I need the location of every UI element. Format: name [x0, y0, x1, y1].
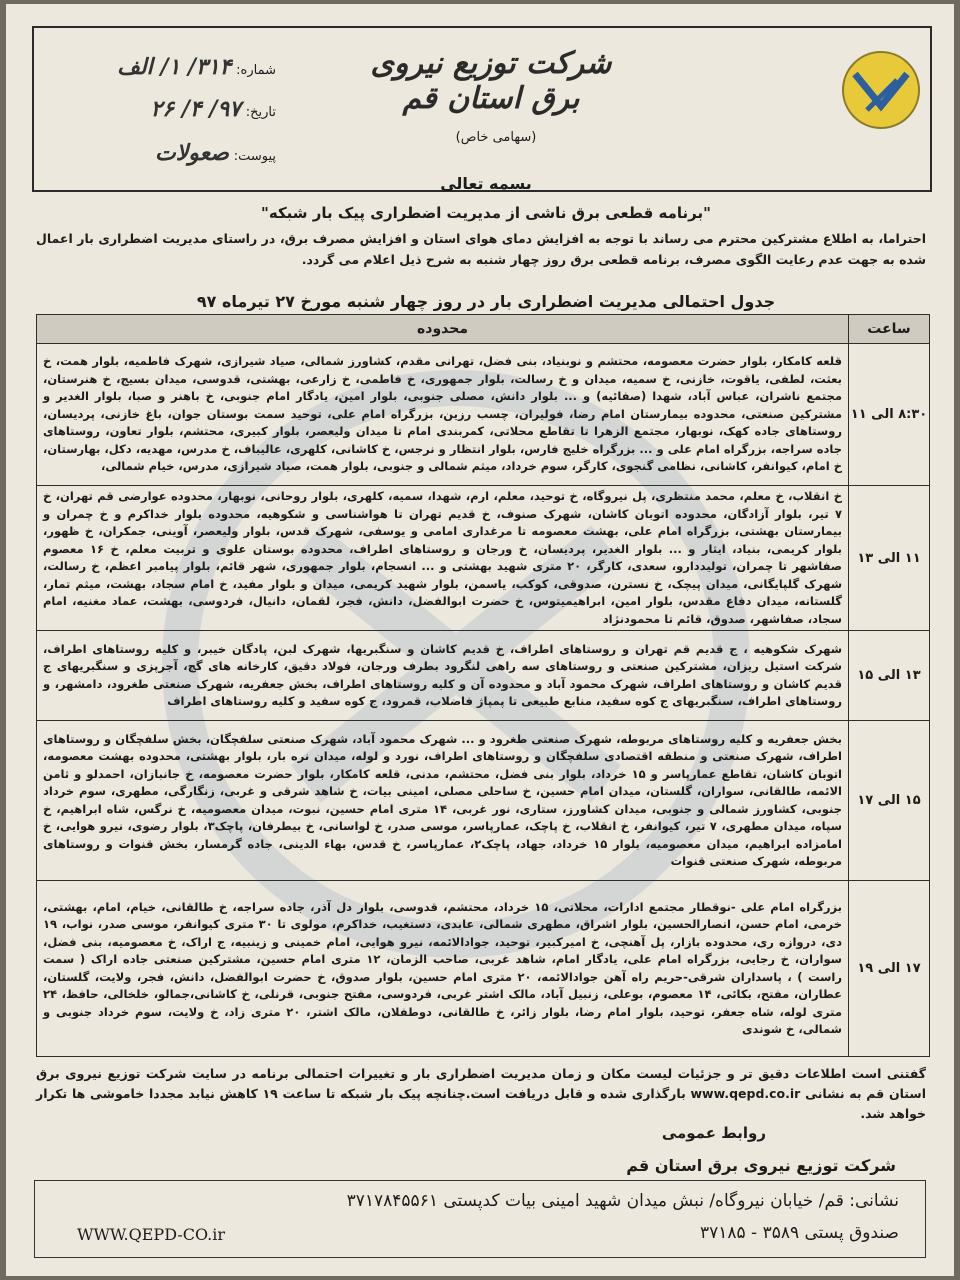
- date-label: تاریخ:: [245, 105, 276, 120]
- website-link[interactable]: WWW.QEPD-CO.ir: [77, 1225, 225, 1244]
- row-time: ۱۳ الی ۱۵: [849, 631, 930, 721]
- row-area: بخش جعفریه و کلیه روستاهای مربوطه، شهرک صنعتی طغرود و ... شهرک محمود آباد، شهرک صنعتی سلفچگان، بخش سلفچگان و روستاهای اطراف، شهرک صنعتی و منطقه اقتصادی سلفچگان و روستاهای اطراف، نورد و لوله، میدان نره بار، بلوار بهشتی، محدوده بهشت معصومه، اتوبان کاشان، تقاطع عمارپاسر و ۱۵ خرداد، بلوار بنی فضل، محتشم، مدنی، قلعه کامکار، بلوار حضرت معصومه، خ جانبازان، احمدلو و ثامن الائمه، طالقانی، سواران، گلستان، میدان امام حسین، خ ساحلی مصلی، امینی بیات، خ شاهد شرقی و غربی، زنگارگی، مطهری، سوم خرداد جنوبی، کشاورز شمالی و جنوبی، میدان کشاورز، ستاری، نور غربی، ۱۴ متری امام حسین، نبوت، میدان معصومیه، خ نرگس، شاه ابراهیم، خ سپاه، میدان مطهری، ۷ تیر، کیوانفر، خ انقلاب، خ پاچک، عمارپاسر، موسی صدر، خ لواسانی، خ بیطرفان، پاچک۳، بلوار رضوی، نیرو هوایی، خ امامزاده ابراهیم، میدان معصومیه، بلوار ۱۵ خرداد، جهاد، پاچک۲، عمارپاسر، خ قدس، بهاء الدینی، جاده گرمسار، بخش قنوات و روستاهای مربوطه، شهرک صنعتی قنوات: [37, 721, 849, 881]
- ref-number: [56, 54, 276, 80]
- table-title: جدول احتمالی مدیریت اضطراری بار در روز چهار شنبه مورخ ۲۷ تیرماه ۹۷: [196, 292, 776, 311]
- ref-attachment: [56, 140, 276, 166]
- outage-schedule-table: [36, 314, 930, 1057]
- date-value: ۹۷/ ۴/ ۲۶: [150, 96, 241, 122]
- po-box-line: صندوق پستی ۳۵۸۹ - ۳۷۱۸۵: [699, 1223, 899, 1243]
- letter-page: [6, 4, 954, 1276]
- number-label: شماره:: [236, 63, 276, 78]
- row-area: شهرک شکوهیه ، ج قدیم قم تهران و روستاهای اطراف، خ قدیم کاشان و سنگبریها، شهرک لبن، پادگان خیبر، و کلیه روستاهای اطراف، شرکت استیل ریزان، مشترکین صنعتی و روستاهای سه راهی لنگرود بطرف ورجان، فولاد دقیق، کارخانه های گچ، آجرپزی و سنگبریهای ج قدیم کاشان و روستاهای اطراف، شهرک محمود آباد و محدوده آن و کلیه روستاهای اطراف، بخش جعفریه، شهرک صنعتی طغرود، دامشهر، و روستاهای اطراف، سنگبریهای ج کوه سفید، منابع طبیعی تا پمپاژ فاضلاب، قمرود، ج کوه سفید و کلیه روستاهای اطراف: [37, 631, 849, 721]
- header-time: ساعت: [849, 315, 930, 344]
- intro-paragraph: احتراما، به اطلاع مشترکین محترم می رساند با توجه به افزایش دمای هوای استان و افزایش مصرف برق، در راستای مدیریت اضطراری بار اعمال شده به جهت عدم رعایت الگوی مصرف، برنامه قطعی برق روز چهار شنبه به شرح ذیل اعلام می گردد.: [36, 231, 926, 267]
- footer-note: گفتنی است اطلاعات دقیق تر و جزئیات لیست مکان و زمان مدیریت اضطراری بار و تغییرات احتمالی برنامه در سایت شرکت توزیع نیروی برق استان قم به نشانی www.qepd.co.ir بارگذاری شده و قابل دریافت است.چنانچه پیک بار شبکه تا ساعت ۱۹ کاهش نیابد مجددا خاموشی ها تکرار خواهد شد.: [36, 1066, 926, 1121]
- row-area: بزرگراه امام علی -نوقطار مجتمع ادارات، محلاتی، ۱۵ خرداد، محتشم، قدوسی، بلوار دل آذر، جاده سراجه، خ طالقانی، خیام، امام، بهشتی، خرمی، امام حسن، انصارالحسین، بلوار اشراق، مطهری شمالی، عابدی، دستغیب، خداکرم، مولوی تا ۳۰ متری کیوانفر، موسی صدر، نواب، ۱۹ دی، دروازه ری، محدوده بازار، پل آهنچی، خ امیرکبیر، توحید، جوادالائمه، نیرو هوایی، امام خمینی و زینبیه، ج اراک، خ معصومیه، بنی فضل، سواران، خ رجایی، بزرگراه امام علی، یادگار امام، شاهد غربی، صاحب الزمان، ۱۲ متری امام حسین، مشترکین صنعتی جاده اراک ( سمت راست ) ، پاسداران شرقی-حریم راه آهن جوادالائمه، ۲۰ متری امام حسین، بلوار صدوق، خ حضرت ابوالفضل، دانش، فجر، ولایت، گلستان، عطاران، مفتح، بکائی، ۱۴ معصوم، بوعلی، زنبیل آباد، مالک اشتر غربی، فردوسی، مفتح جنوبی، قرنلی، خ کاشانی،جمالو، خلخالی، حافظ، ۲۴ متری لوله، شاه جعفر، توحید، بلوار امام رضا، بلوار زائر، خ طالقانی، دوطفلان، مالک اشتر، ۲۰ متری زاد، خ ولایت، سوم خرداد جنوبی و شمالی، خ شوندی: [37, 881, 849, 1057]
- document-title: "برنامه قطعی برق ناشی از مدیریت اضطراری پیک بار شبکه": [261, 204, 711, 222]
- header-area: محدوده: [37, 315, 849, 344]
- public-relations: روابط عمومی: [661, 1124, 766, 1142]
- table-row: [37, 344, 930, 486]
- row-time: ۱۱ الی ۱۳: [849, 486, 930, 631]
- attachment-label: پیوست:: [233, 149, 276, 164]
- table-row: [37, 486, 930, 631]
- row-time: ۸:۳۰ الی ۱۱: [849, 344, 930, 486]
- number-value: ۳۱۴/ ۱/ الف: [117, 54, 232, 80]
- row-time: ۱۵ الی ۱۷: [849, 721, 930, 881]
- table-row: [37, 631, 930, 721]
- signature-company: شرکت توزیع نیروی برق استان قم: [626, 1156, 896, 1175]
- row-area: قلعه کامکار، بلوار حضرت معصومه، محتشم و نوبنیاد، بنی فضل، تهرانی مقدم، کشاورز شمالی، صیاد شیرازی، شهرک فاطمیه، بلوار همت، خ بعثت، لطفی، یاقوت، خازنی، خ سمیه، میدان و خ رسالت، بلوار جمهوری، خ فاطمی، خ زارعی، بهشتی، قدوسی، میدان بسیج، خ هنرستان، مجتمع ناشران، عباس آباد، شهدا (صفائیه) و ... بلوار دانش، مصلی جنوبی، بلوار امین، یادگار امام جنوبی، خ باهنر و صبا، بلوار الغدیر و مشترکین صنعتی، محدوده بیمارستان امام رضا، فولیران، چسب رزین، بزرگراه امام علی، توحید سمت بوستان جوان، باغ خازنی، پردیسان، روستاهای جاده کهک، نوبهار، مجتمع الزهرا تا تقاطع محلاتی، کمربندی امام تا میدان ولیعصر، بلوار کبیری، محتشم، بلوار تعاون، روستاهای جاده سراجه، بزرگراه امام علی و ... بزرگراه خلیج فارس، بلوار انتظار و نرجس، خ کاشانی، کلهری، عالیباف، خ مدرس، مهدیه، دکل، بهارستان، خ امام، کیوانفر، کاشانی، نظامی گنجوی، کارگر، سوم خرداد، میثم شمالی و جنوبی، بلوار همت، صیاد شیرازی، مدرس، خیام شمالی،: [37, 344, 849, 486]
- company-name: شرکت توزیع نیروی برق استان قم: [370, 46, 612, 116]
- attachment-value: صعولات: [155, 140, 229, 166]
- company-logo-icon: [841, 50, 921, 130]
- table-row: [37, 881, 930, 1057]
- row-area: خ انقلاب، خ معلم، محمد منتظری، پل نیروگاه، خ توحید، معلم، ارم، شهدا، سمیه، کلهری، بلوار روحانی، نوبهار، محدوده عوارضی قم تهران، خ ۷ تیر، بلوار آزادگان، محدوده اتوبان کاشان، شهرک صنوف، خ قدیم تهران تا هواشناسی و شکوهیه، محدوده بلوار خداکرم و خ چمران و بیمارستان بهشتی، بزرگراه امام علی، بهشت معصومه تا مرغداری امامی و یوسفی، شهرک قدس، بلوار ولیعصر، آوینی، جمکران، خ ظهور، بلوار کریمی، بنیاد، ایثار و ... بلوار الغدیر، پردیسان، خ ورجان و روستاهای اطراف، محدوده بوستان علوی و تربیت معلم، خ ۱۶ معصوم صفاشهر تا چمران، تولیددارو، سعدی، کارگر، ۲۰ متری شهید بهشتی و ... انسجام، بلوار جمهوری، شهر قائم، بلوار پیامبر اعظم، خ رسالت، شهرک گلپایگانی، میدان پیچک، خ نسترن، صدوقی، کوکب، یاسمن، بلوار شهید کریمی، میدان و بلوار مفید، خ امام سجاد، بهشت، میثم تمار، گلستانه، میدان دفاع مقدس، بلوار امین، ابراهیمیتوس، خ حضرت ابوالفضل، دانش، فجر، لقمان، دانیال، فردوسی، بهشت، عماد مغنیه، امام سجاد، صفاشهر، صدوق، قائم تا محمودنژاد: [37, 486, 849, 631]
- table-row: [37, 721, 930, 881]
- table-header-row: [37, 315, 930, 344]
- company-type: (سهامی خاص): [455, 130, 537, 145]
- bismillah: بسمه تعالی: [440, 174, 532, 193]
- address-line: نشانی: قم/ خیابان نیروگاه/ نبش میدان شهید امینی بیات کدپستی ۳۷۱۷۸۴۵۵۶۱: [346, 1191, 899, 1211]
- address-box: [34, 1180, 926, 1258]
- ref-date: [56, 96, 276, 122]
- row-time: ۱۷ الی ۱۹: [849, 881, 930, 1057]
